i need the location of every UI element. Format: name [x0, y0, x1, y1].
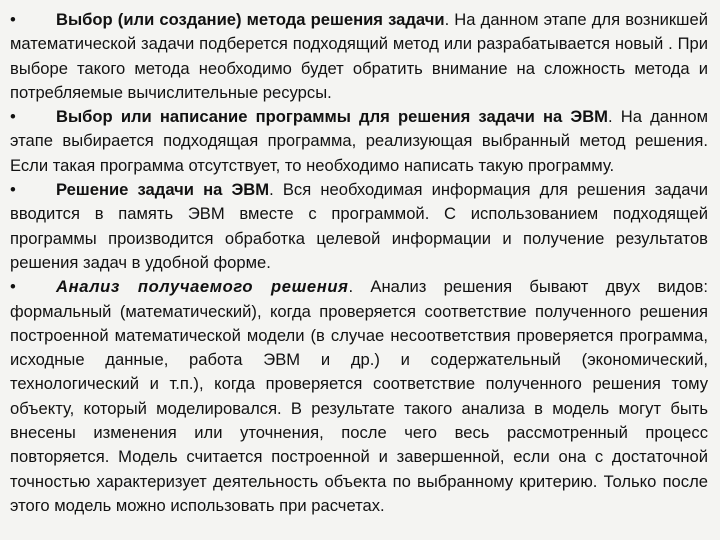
item-body: . Анализ решения бывают двух видов: формальный (математический), когда проверяется соответствие полученного решения построенной математической модели (в случае несоответствия проверяется программа, исходные данные, работа ЭВМ и др.) и содержательный (экономический, технологический и т.п.), когда проверяется соответствие полученного решения тому объекту, который моделировался. В результате такого анализа в модель могут быть внесены изменения или уточнения, после чего весь рассмотренный процесс повторяется. Модель считается построенной и завершенной, если она с достаточной точностью характеризует деятельность объекта по выбранному критерию. Только после этого модель можно использовать при расчетах.	[10, 277, 708, 515]
item-heading: Анализ получаемого решения	[56, 277, 349, 297]
list-item-computer-solution	[10, 178, 708, 275]
bullet-icon: •	[10, 10, 16, 29]
bullet-icon: •	[10, 107, 16, 127]
bullet-icon: •	[10, 180, 16, 200]
list-item-method-selection	[10, 8, 708, 105]
item-body: . На данном этапе для возникшей математической задачи подберется подходящий метод или разрабатывается новый . При выборе такого метода необходимо будет обратить внимание на сложность метода и потребляемые вычислительные ресурсы.	[10, 10, 708, 102]
bullet-icon: •	[10, 277, 16, 297]
list-item-program-selection	[10, 105, 708, 178]
item-body: . Вся необходимая информация для решения задачи вводится в память ЭВМ вместе с программой. С использованием подходящей программы производится обработка целевой информации и получение результатов решения задач в удобной форме.	[10, 180, 709, 272]
list-item-solution-analysis	[10, 275, 708, 518]
item-heading: Решение задачи на ЭВМ	[56, 180, 270, 200]
document-page	[10, 8, 708, 518]
item-body: . На данном этапе выбирается подходящая программа, реализующая выбранный метод решения. Если такая программа отсутствует, то необходимо написать такую программу.	[10, 107, 708, 175]
item-heading: Выбор или написание программы для решения задачи на ЭВМ	[56, 107, 609, 127]
item-heading: Выбор (или создание) метода решения задачи	[56, 10, 445, 29]
